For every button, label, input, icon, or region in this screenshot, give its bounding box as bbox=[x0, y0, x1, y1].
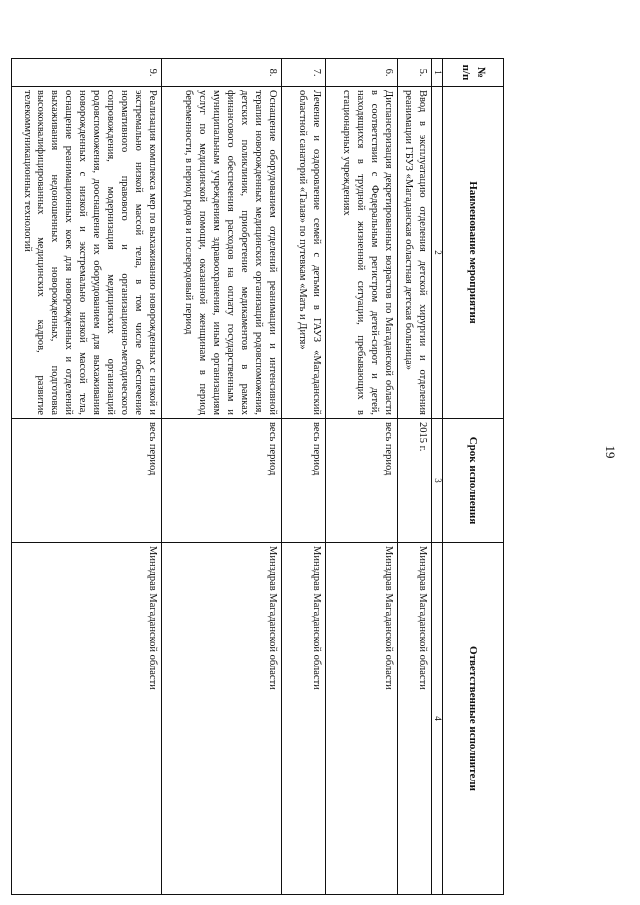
term: 2015 г. bbox=[398, 419, 432, 543]
page-number: 19 bbox=[603, 445, 618, 459]
row-number: 6. bbox=[326, 59, 398, 87]
header-executor: Ответственные исполнители bbox=[443, 543, 504, 895]
row-number: 5. bbox=[398, 59, 432, 87]
measures-table bbox=[11, 58, 504, 895]
rotated-table-container bbox=[21, 58, 504, 894]
term: весь период bbox=[326, 419, 398, 543]
column-number-row bbox=[432, 59, 443, 895]
row-number: 8. bbox=[162, 59, 282, 87]
measure-name: Диспансеризация декретированных возрастов по Магаданской области в соответствии с Федеральным регистром детей-сирот и детей, находящихся в трудной жизненной ситуации, пребывающих в стационарных учреждениях bbox=[326, 87, 398, 419]
column-number: 4 bbox=[432, 543, 443, 895]
term: весь период bbox=[12, 419, 162, 543]
term: весь период bbox=[282, 419, 326, 543]
executor: Минздрав Магаданской области bbox=[162, 543, 282, 895]
executor: Минздрав Магаданской области bbox=[398, 543, 432, 895]
table-row bbox=[162, 59, 282, 895]
measure-name: Оснащение оборудованием отделений реанимации и интенсивной терапии новорожденных медицинских организаций родовспоможения, детских поликлиник, приобретение медикаментов в рамках финансового обеспечения расходов на оплату государственным и муниципальным учреждениям здравоохранения, иным организациям услуг по медицинской помощи, оказанной женщинам в период беременности, в период родов и послеродовый период bbox=[162, 87, 282, 419]
column-number: 3 bbox=[432, 419, 443, 543]
row-number: 7. bbox=[282, 59, 326, 87]
header-name: Наименование мероприятия bbox=[443, 87, 504, 419]
row-number: 9. bbox=[12, 59, 162, 87]
table-row bbox=[398, 59, 432, 895]
measure-name: Лечение и оздоровление семей с детьми в ГАУЗ «Магаданский областной санаторий «Талая» по путевкам «Мать и Дитя» bbox=[282, 87, 326, 419]
header-term: Срок исполнения bbox=[443, 419, 504, 543]
measure-name: Реализация комплекса мер по выхаживанию новорожденных с низкой и экстремально низкой массой тела, в том числе обеспечение нормативного правового и организационно-методического сопровождения, модернизация медицинских организаций родовспоможения, дооснащение их оборудованием для выхаживания новорожденных с низкой и экстремально низкой массой тела, оснащение реанимационных коек для новорожденных и отделений выхаживания недоношенных новорожденных, подготовка высококвалифицированных медицинских кадров, развитие телекоммуникационных технологий bbox=[12, 87, 162, 419]
executor: Минздрав Магаданской области bbox=[326, 543, 398, 895]
executor: Минздрав Магаданской области bbox=[282, 543, 326, 895]
term: весь период bbox=[162, 419, 282, 543]
column-number: 1 bbox=[432, 59, 443, 87]
measure-name: Ввод в эксплуатацию отделения детской хирургии и отделения реанимации ГБУЗ «Магаданская областная детская больница» bbox=[398, 87, 432, 419]
table-header-row bbox=[443, 59, 504, 895]
column-number: 2 bbox=[432, 87, 443, 419]
table-row bbox=[12, 59, 162, 895]
table-row bbox=[282, 59, 326, 895]
table-row bbox=[326, 59, 398, 895]
executor: Минздрав Магаданской области bbox=[12, 543, 162, 895]
header-num: № п/п bbox=[443, 59, 504, 87]
